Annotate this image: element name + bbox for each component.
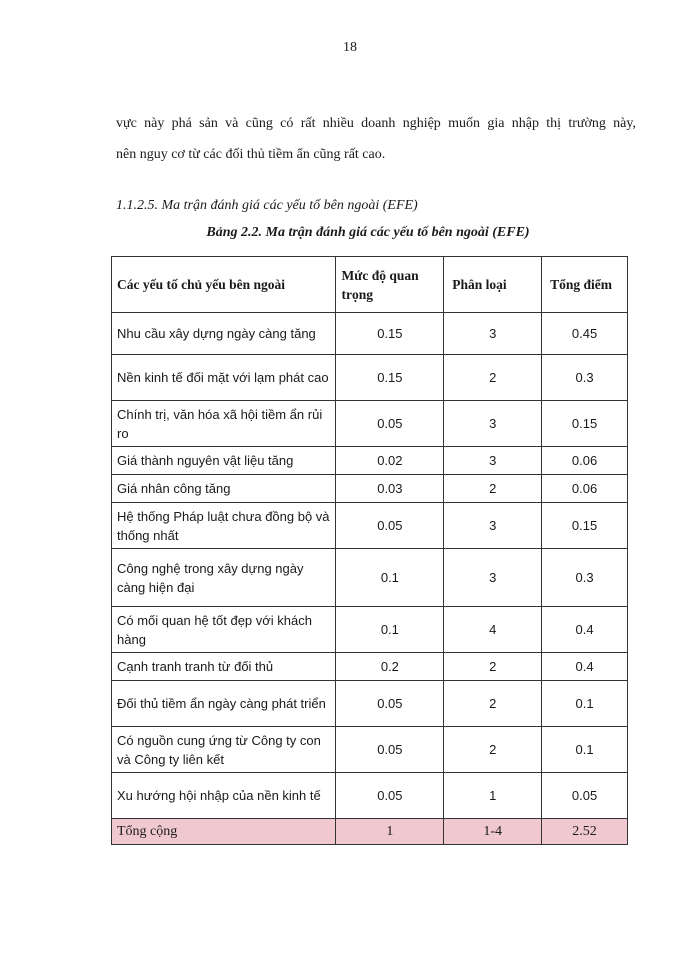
table-row [112,681,628,727]
paragraph-line-1: vực này phá sản và cũng có rất nhiều doanh nghiệp muốn gia nhập thị trường này, [116,116,636,131]
table-row [112,653,628,681]
rating-cell: 2 [444,355,542,401]
weight-cell: 0.05 [336,401,444,447]
score-cell: 0.45 [542,313,628,355]
factor-cell: Nền kinh tế đối mặt với lạm phát cao [112,355,336,401]
weight-cell: 0.15 [336,355,444,401]
header-factor: Các yếu tố chủ yếu bên ngoài [112,257,336,313]
total-label: Tổng cộng [112,819,336,845]
factor-cell: Xu hướng hội nhập của nền kinh tế [112,773,336,819]
weight-cell: 0.05 [336,727,444,773]
total-rating: 1-4 [444,819,542,845]
weight-cell: 0.02 [336,447,444,475]
table-row [112,401,628,447]
rating-cell: 2 [444,727,542,773]
factor-cell: Có nguồn cung ứng từ Công ty con và Công ty liên kết [112,727,336,773]
weight-cell: 0.05 [336,503,444,549]
factor-cell: Giá nhân công tăng [112,475,336,503]
weight-cell: 0.05 [336,773,444,819]
header-score: Tổng điểm [542,257,628,313]
score-cell: 0.1 [542,727,628,773]
rating-cell: 2 [444,653,542,681]
rating-cell: 2 [444,681,542,727]
score-cell: 0.3 [542,355,628,401]
factor-cell: Đối thủ tiềm ẩn ngày càng phát triển [112,681,336,727]
rating-cell: 3 [444,447,542,475]
table-row [112,607,628,653]
weight-cell: 0.05 [336,681,444,727]
score-cell: 0.3 [542,549,628,607]
factor-cell: Có mối quan hệ tốt đẹp với khách hàng [112,607,336,653]
total-row [112,819,628,845]
table-row [112,447,628,475]
factor-cell: Hệ thống Pháp luật chưa đồng bộ và thống nhất [112,503,336,549]
score-cell: 0.15 [542,401,628,447]
factor-cell: Giá thành nguyên vật liệu tăng [112,447,336,475]
weight-cell: 0.1 [336,549,444,607]
body-paragraph [116,108,636,170]
score-cell: 0.4 [542,607,628,653]
table-row [112,355,628,401]
table-row [112,475,628,503]
rating-cell: 2 [444,475,542,503]
table-row [112,503,628,549]
rating-cell: 3 [444,313,542,355]
score-cell: 0.4 [542,653,628,681]
rating-cell: 4 [444,607,542,653]
rating-cell: 3 [444,503,542,549]
table-header-row [112,257,628,313]
score-cell: 0.06 [542,475,628,503]
factor-cell: Chính trị, văn hóa xã hội tiềm ẩn rủi ro [112,401,336,447]
paragraph-line-2: nên nguy cơ từ các đối thủ tiềm ẩn cũng rất cao. [116,147,386,162]
factor-cell: Nhu cầu xây dựng ngày càng tăng [112,313,336,355]
score-cell: 0.05 [542,773,628,819]
factor-cell: Công nghệ trong xây dựng ngày càng hiện đại [112,549,336,607]
weight-cell: 0.03 [336,475,444,503]
total-weight: 1 [336,819,444,845]
table-row [112,313,628,355]
weight-cell: 0.1 [336,607,444,653]
table-row [112,549,628,607]
rating-cell: 1 [444,773,542,819]
efe-matrix-table [111,256,628,845]
table-row [112,773,628,819]
weight-cell: 0.2 [336,653,444,681]
table-caption: Bảng 2.2. Ma trận đánh giá các yếu tố bên ngoài (EFE) [206,225,530,240]
score-cell: 0.15 [542,503,628,549]
section-heading: 1.1.2.5. Ma trận đánh giá các yếu tố bên ngoài (EFE) [116,198,418,213]
rating-cell: 3 [444,549,542,607]
weight-cell: 0.15 [336,313,444,355]
factor-cell: Cạnh tranh tranh từ đối thủ [112,653,336,681]
score-cell: 0.1 [542,681,628,727]
total-score: 2.52 [542,819,628,845]
rating-cell: 3 [444,401,542,447]
page-number: 18 [343,40,357,55]
header-rating: Phân loại [444,257,542,313]
table-row [112,727,628,773]
header-weight: Mức độ quan trọng [336,257,444,313]
score-cell: 0.06 [542,447,628,475]
